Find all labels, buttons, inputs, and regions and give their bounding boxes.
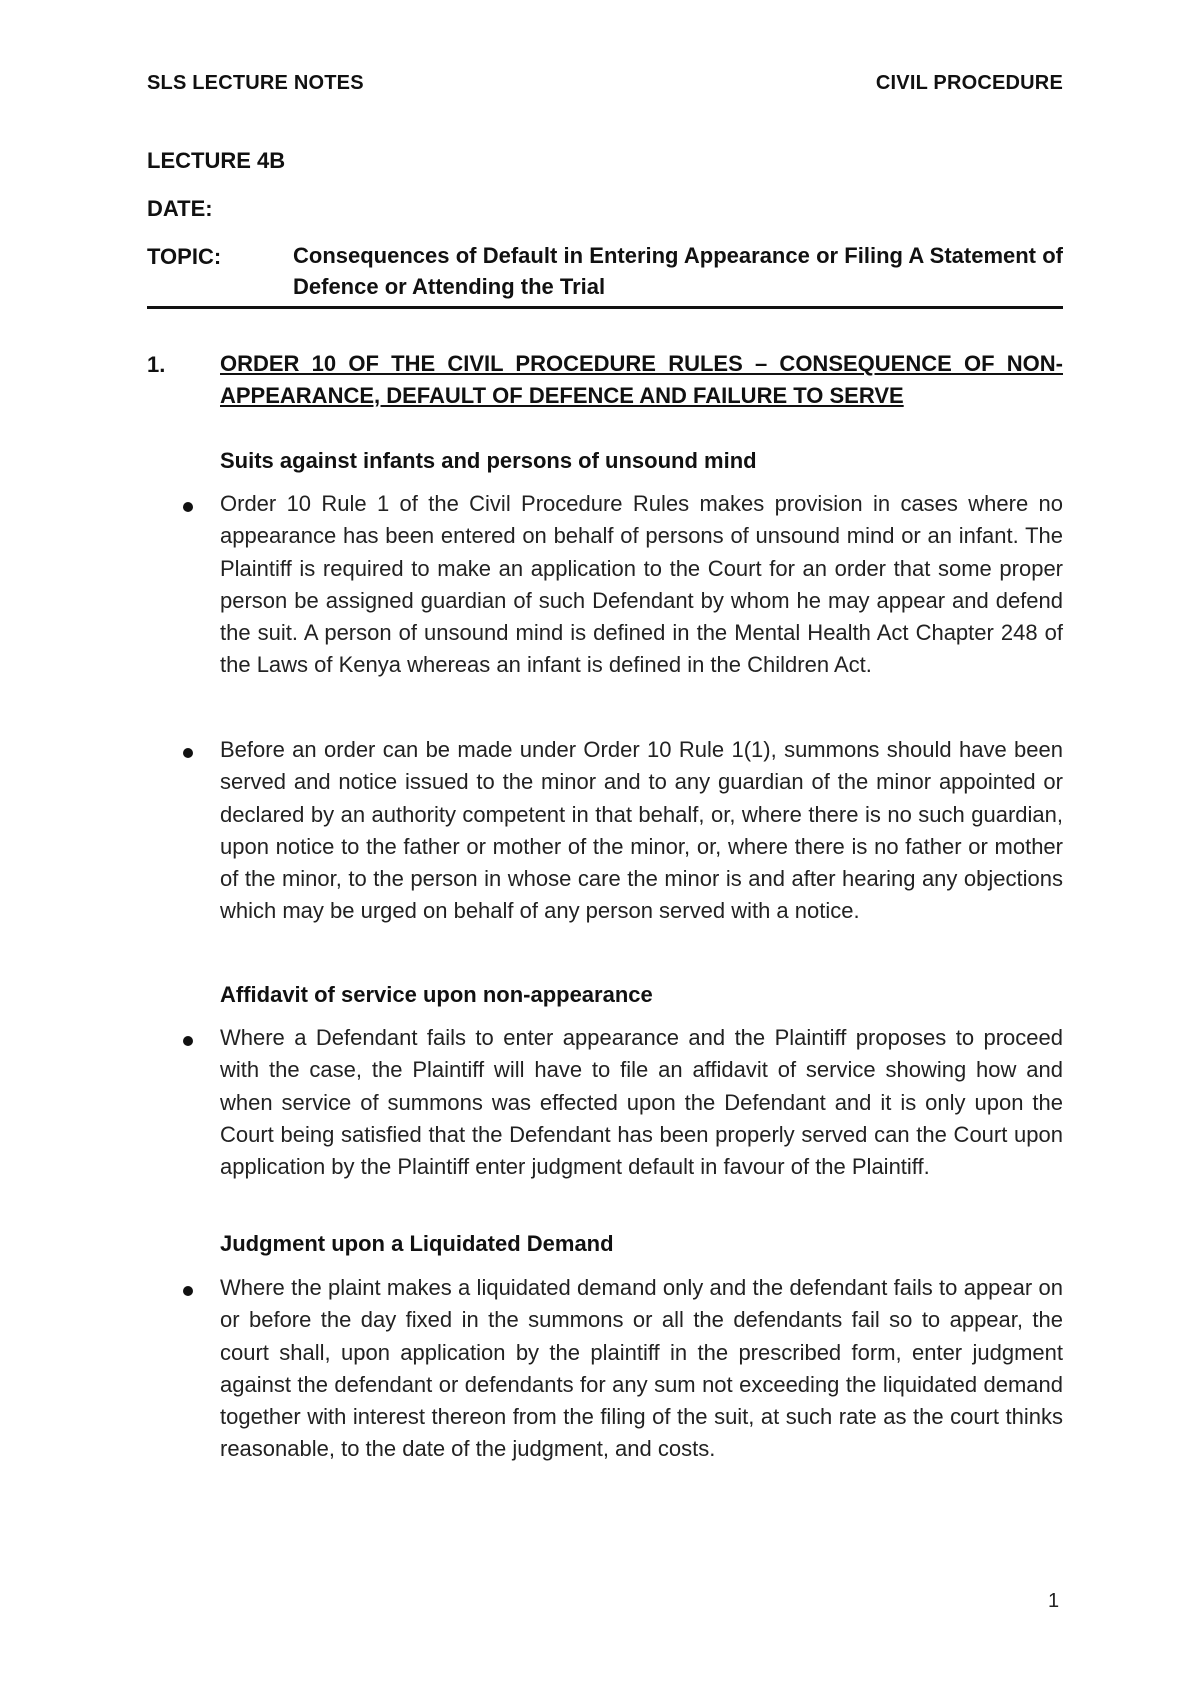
- topic-label: TOPIC:: [147, 244, 222, 269]
- bullet-icon: [183, 1036, 193, 1046]
- topic-row: [147, 244, 1063, 302]
- bullet-icon: [183, 502, 193, 512]
- subsection-heading-infants: Suits against infants and persons of unsound mind: [220, 448, 757, 473]
- running-header: [147, 72, 1063, 95]
- date-label: DATE:: [147, 196, 213, 221]
- subsection-heading-affidavit: Affidavit of service upon non-appearance: [220, 982, 653, 1007]
- paragraph-affidavit-of-service: Where a Defendant fails to enter appearance and the Plaintiff proposes to proceed with the case, the Plaintiff will have to file an affidavit of service showing how and when service of summons was effected upon the Defendant and it is only upon the Court being satisfied that the Defendant has been properly served can the Court upon application by the Plaintiff enter judgment default in favour of the Plaintiff.: [220, 1025, 1063, 1180]
- section-heading: [147, 352, 1063, 412]
- paragraph-liquidated-demand: Where the plaint makes a liquidated demand only and the defendant fails to appear on or before the day fixed in the summons or all the defendants fail so to appear, the court shall, upon application by the plaintiff in the prescribed form, enter judgment against the defendant or defendants for any sum not exceeding the liquidated demand together with interest thereon from the filing of the suit, at such rate as the court thinks reasonable, to the date of the judgment, and costs.: [220, 1275, 1063, 1462]
- header-subject-label: CIVIL PROCEDURE: [875, 72, 1063, 94]
- topic-text: Consequences of Default in Entering Appearance or Filing A Statement of Defence or Attending the Trial: [293, 243, 1063, 299]
- paragraph-notice-to-minor: Before an order can be made under Order 10 Rule 1(1), summons should have been served and notice issued to the minor and to any guardian of the minor appointed or declared by an authority competent in that behalf, or, where there is no such guardian, upon notice to the father or mother of the minor, or, where there is no father or mother of the minor, to the person in whose care the minor is and after hearing any objections which may be urged on behalf of any person served with a notice.: [220, 737, 1063, 924]
- section-title: ORDER 10 OF THE CIVIL PROCEDURE RULES – CONSEQUENCE OF NON-APPEARANCE, DEFAULT OF DEFENCE AND FAILURE TO SERVE: [220, 351, 1063, 408]
- lecture-title: LECTURE 4B: [147, 148, 286, 173]
- page-number: 1: [1048, 1590, 1060, 1612]
- subsection-heading-liquidated-demand: Judgment upon a Liquidated Demand: [220, 1231, 614, 1256]
- header-course-label: SLS LECTURE NOTES: [147, 72, 364, 94]
- section-number: 1.: [147, 352, 166, 377]
- bullet-icon: [183, 1286, 193, 1296]
- header-divider: [147, 306, 1063, 309]
- bullet-icon: [183, 748, 193, 758]
- paragraph-order10-rule1: Order 10 Rule 1 of the Civil Procedure Rules makes provision in cases where no appearance has been entered on behalf of persons of unsound mind or an infant. The Plaintiff is required to make an application to the Court for an order that some proper person be assigned guardian of such Defendant by whom he may appear and defend the suit. A person of unsound mind is defined in the Mental Health Act Chapter 248 of the Laws of Kenya whereas an infant is defined in the Children Act.: [220, 491, 1063, 678]
